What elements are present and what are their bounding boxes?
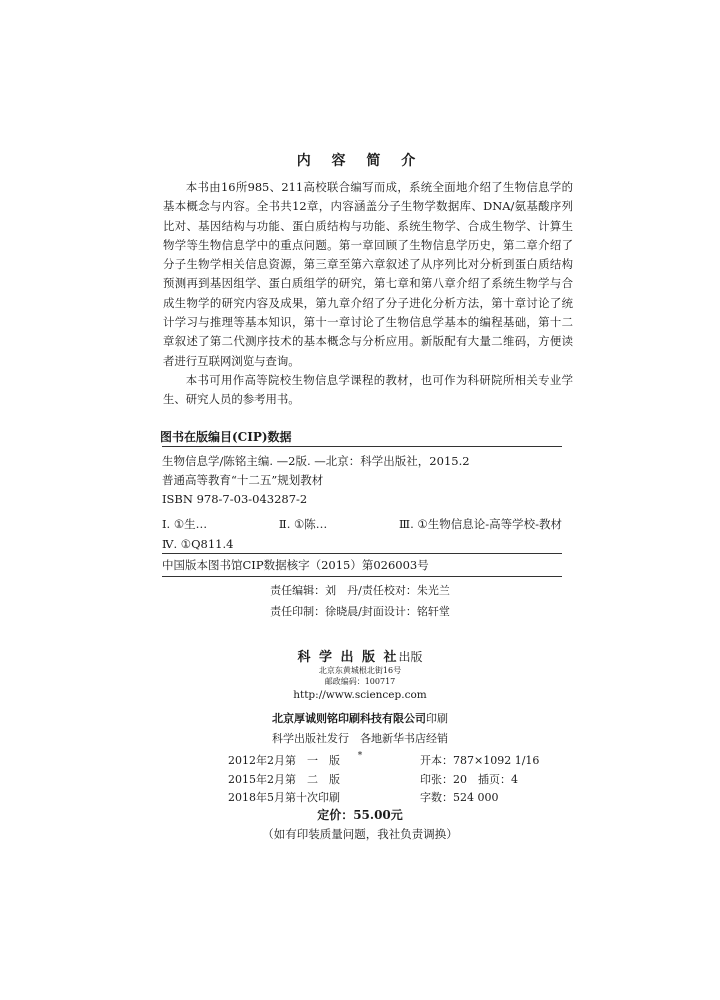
- printer-name: 北京厚诚则铭印刷科技有限公司: [272, 712, 426, 725]
- edition-row: [228, 771, 539, 790]
- credits-printing-line: 责任印制：徐晓晨/封面设计：铭轩堂: [270, 605, 450, 618]
- cip-heading: 图书在版编目(CIP)数据: [160, 430, 292, 444]
- printer-suffix: 印刷: [426, 712, 448, 725]
- cip-isbn-line: ISBN 978-7-03-043287-2: [162, 492, 308, 506]
- cip-number: 中国版本图书馆CIP数据核字（2015）第026003号: [162, 558, 429, 572]
- credits: [0, 580, 720, 622]
- content-summary-title: 内 容 简 介: [296, 153, 424, 169]
- cip-class-subject: Ⅲ. ①生物信息论-高等学校-教材: [399, 517, 562, 531]
- quality-notice: （如有印装质量问题，我社负责调换）: [262, 827, 458, 841]
- publisher-address: 北京东黄城根北街16号: [318, 666, 402, 675]
- separator-star: *: [357, 751, 363, 761]
- cip-classification: [162, 514, 562, 554]
- cip-mid-rule: [162, 553, 562, 554]
- edition-info: [228, 752, 539, 808]
- cip-record: [162, 452, 562, 509]
- cip-class-author: Ⅱ. ①陈…: [278, 517, 328, 531]
- publisher-name-suffix: 出版: [398, 650, 423, 664]
- cip-bottom-rule: [162, 576, 562, 577]
- summary-paragraph-2: 本书可用作高等院校生物信息学课程的教材，也可作为科研院所相关专业学生、研究人员的参考用书。: [163, 372, 573, 407]
- edition-spec: 开本：787×1092 1/16: [420, 754, 540, 767]
- price: 定价：55.00元: [317, 808, 403, 822]
- edition-spec: 印张：20 插页：4: [420, 772, 518, 786]
- publisher-url: http://www.sciencep.com: [293, 689, 427, 701]
- edition-date: 2015年2月第 二 版: [228, 772, 340, 786]
- edition-date: 2012年2月第 一 版: [228, 754, 340, 767]
- summary-paragraph-1: 本书由16所985、211高校联合编写而成，系统全面地介绍了生物信息学的基本概念与内容。全书共12章，内容涵盖分子生物学数据库、DNA/氨基酸序列比对、基因结构与功能、蛋白质结构与功能、系统生物学、合成生物学、计算生物学等生物信息学中的重点问题。第一章回顾了生物信息学历史，第二章介绍了分子生物学相关信息资源，第三章至第六章叙述了从序列比对分析到蛋白质结构预测再到基因组学、蛋白质组学的研究，第七章和第八章介绍了系统生物学与合成生物学的研究内容及成果，第九章介绍了分子进化分析方法，第十章讨论了统计学习与推理等基本知识，第十一章讨论了生物信息学基本的编程基础，第十二章叙述了第二代测序技术的基本概念与分析应用。新版配有大量二维码，方便读者进行互联网浏览与查询。: [163, 180, 573, 368]
- content-summary: [163, 178, 573, 410]
- edition-date: 2018年5月第十次印刷: [228, 791, 340, 804]
- edition-spec: 字数：524 000: [420, 791, 499, 804]
- cip-class-title: Ⅰ. ①生…: [162, 517, 208, 531]
- distribution-line: 科学出版社发行 各地新华书店经销: [272, 732, 448, 745]
- edition-row: [228, 789, 539, 808]
- cip-class-code: Ⅳ. ①Q811.4: [162, 537, 234, 551]
- publisher-block: [0, 646, 720, 763]
- publisher-postcode: 邮政编码：100717: [324, 677, 396, 686]
- edition-row: [228, 752, 539, 771]
- cip-top-rule: [162, 446, 562, 447]
- credits-editor-line: 责任编辑：刘 丹/责任校对：朱光兰: [270, 584, 450, 597]
- cip-series-line: 普通高等教育“十二五”规划教材: [162, 473, 324, 487]
- publisher-name: 科 学 出 版 社: [297, 650, 399, 665]
- cip-title-line: 生物信息学/陈铭主编. —2版. —北京：科学出版社，2015.2: [162, 454, 470, 468]
